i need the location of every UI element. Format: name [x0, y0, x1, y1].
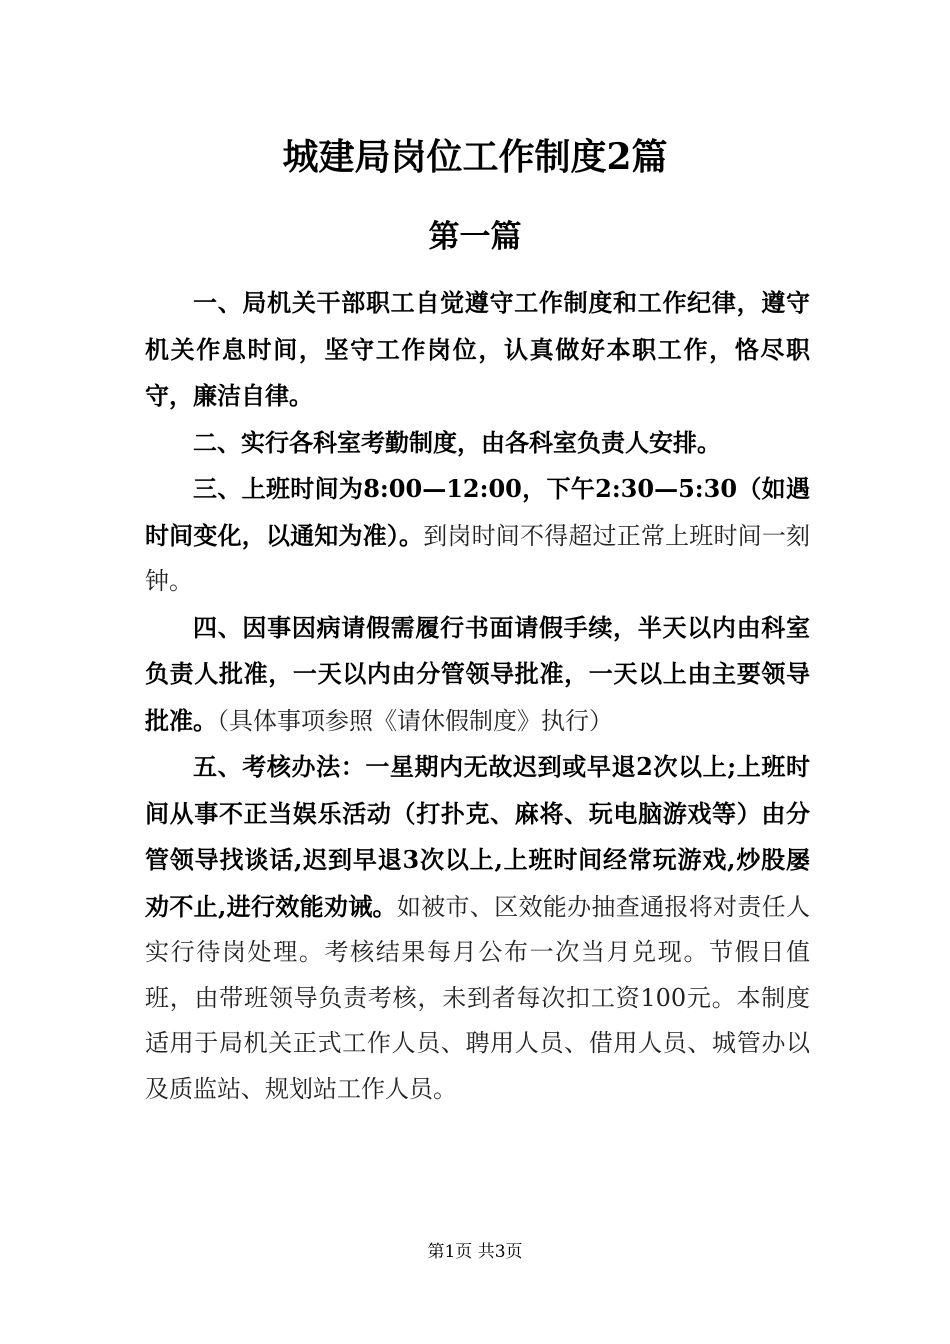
paragraph-5-normal: 如被市、区效能办抽查通报将对责任人实行待岗处理。考核结果每月公布一次当月兑现。节假日值班，由带班领导负责考核，未到者每次扣工资100元。本制度适用于局机关正式工作人员、聘用人员、借用人员、城管办以及质监站、规划站工作人员。	[145, 892, 810, 1103]
paragraph-2	[145, 420, 810, 467]
paragraph-2-bold: 二、实行各科室考勤制度，由各科室负责人安排。	[193, 427, 721, 457]
paragraph-4-bold: 四、因事因病请假需履行书面请假手续，半天以内由科室负责人批准，一天以内由分管领导批准，一天以上由主要领导批准。	[145, 612, 810, 735]
paragraph-5	[145, 744, 810, 1112]
document-title: 城建局岗位工作制度2篇	[282, 136, 668, 178]
paragraph-1	[145, 280, 810, 420]
page-footer: 第1页 共3页	[427, 1242, 523, 1262]
paragraph-5-bold: 五、考核办法：一星期内无故迟到或早退2次以上;上班时间从事不正当娱乐活动（打扑克、麻将、玩电脑游戏等）由分管领导找谈话,迟到早退3次以上,上班时间经常玩游戏,炒股屡劝不止,进行效能劝诫。	[145, 752, 810, 921]
paragraph-3-bold: 三、上班时间为8:00—12:00，下午2:30—5:30（如遇时间变化，以通知为准）。	[145, 474, 810, 550]
section-title: 第一篇	[428, 219, 522, 255]
paragraph-4-normal: （具体事项参照《请休假制度》执行）	[217, 706, 613, 735]
paragraph-3-normal: 到岗时间不得超过正常上班时间一刻钟。	[145, 521, 811, 595]
paragraph-3	[145, 466, 810, 605]
paragraph-1-bold: 一、局机关干部职工自觉遵守工作制度和工作纪律，遵守机关作息时间，坚守工作岗位，认真做好本职工作，恪尽职守，廉洁自律。	[145, 288, 810, 410]
document-body	[145, 280, 810, 1112]
paragraph-4	[145, 605, 810, 745]
